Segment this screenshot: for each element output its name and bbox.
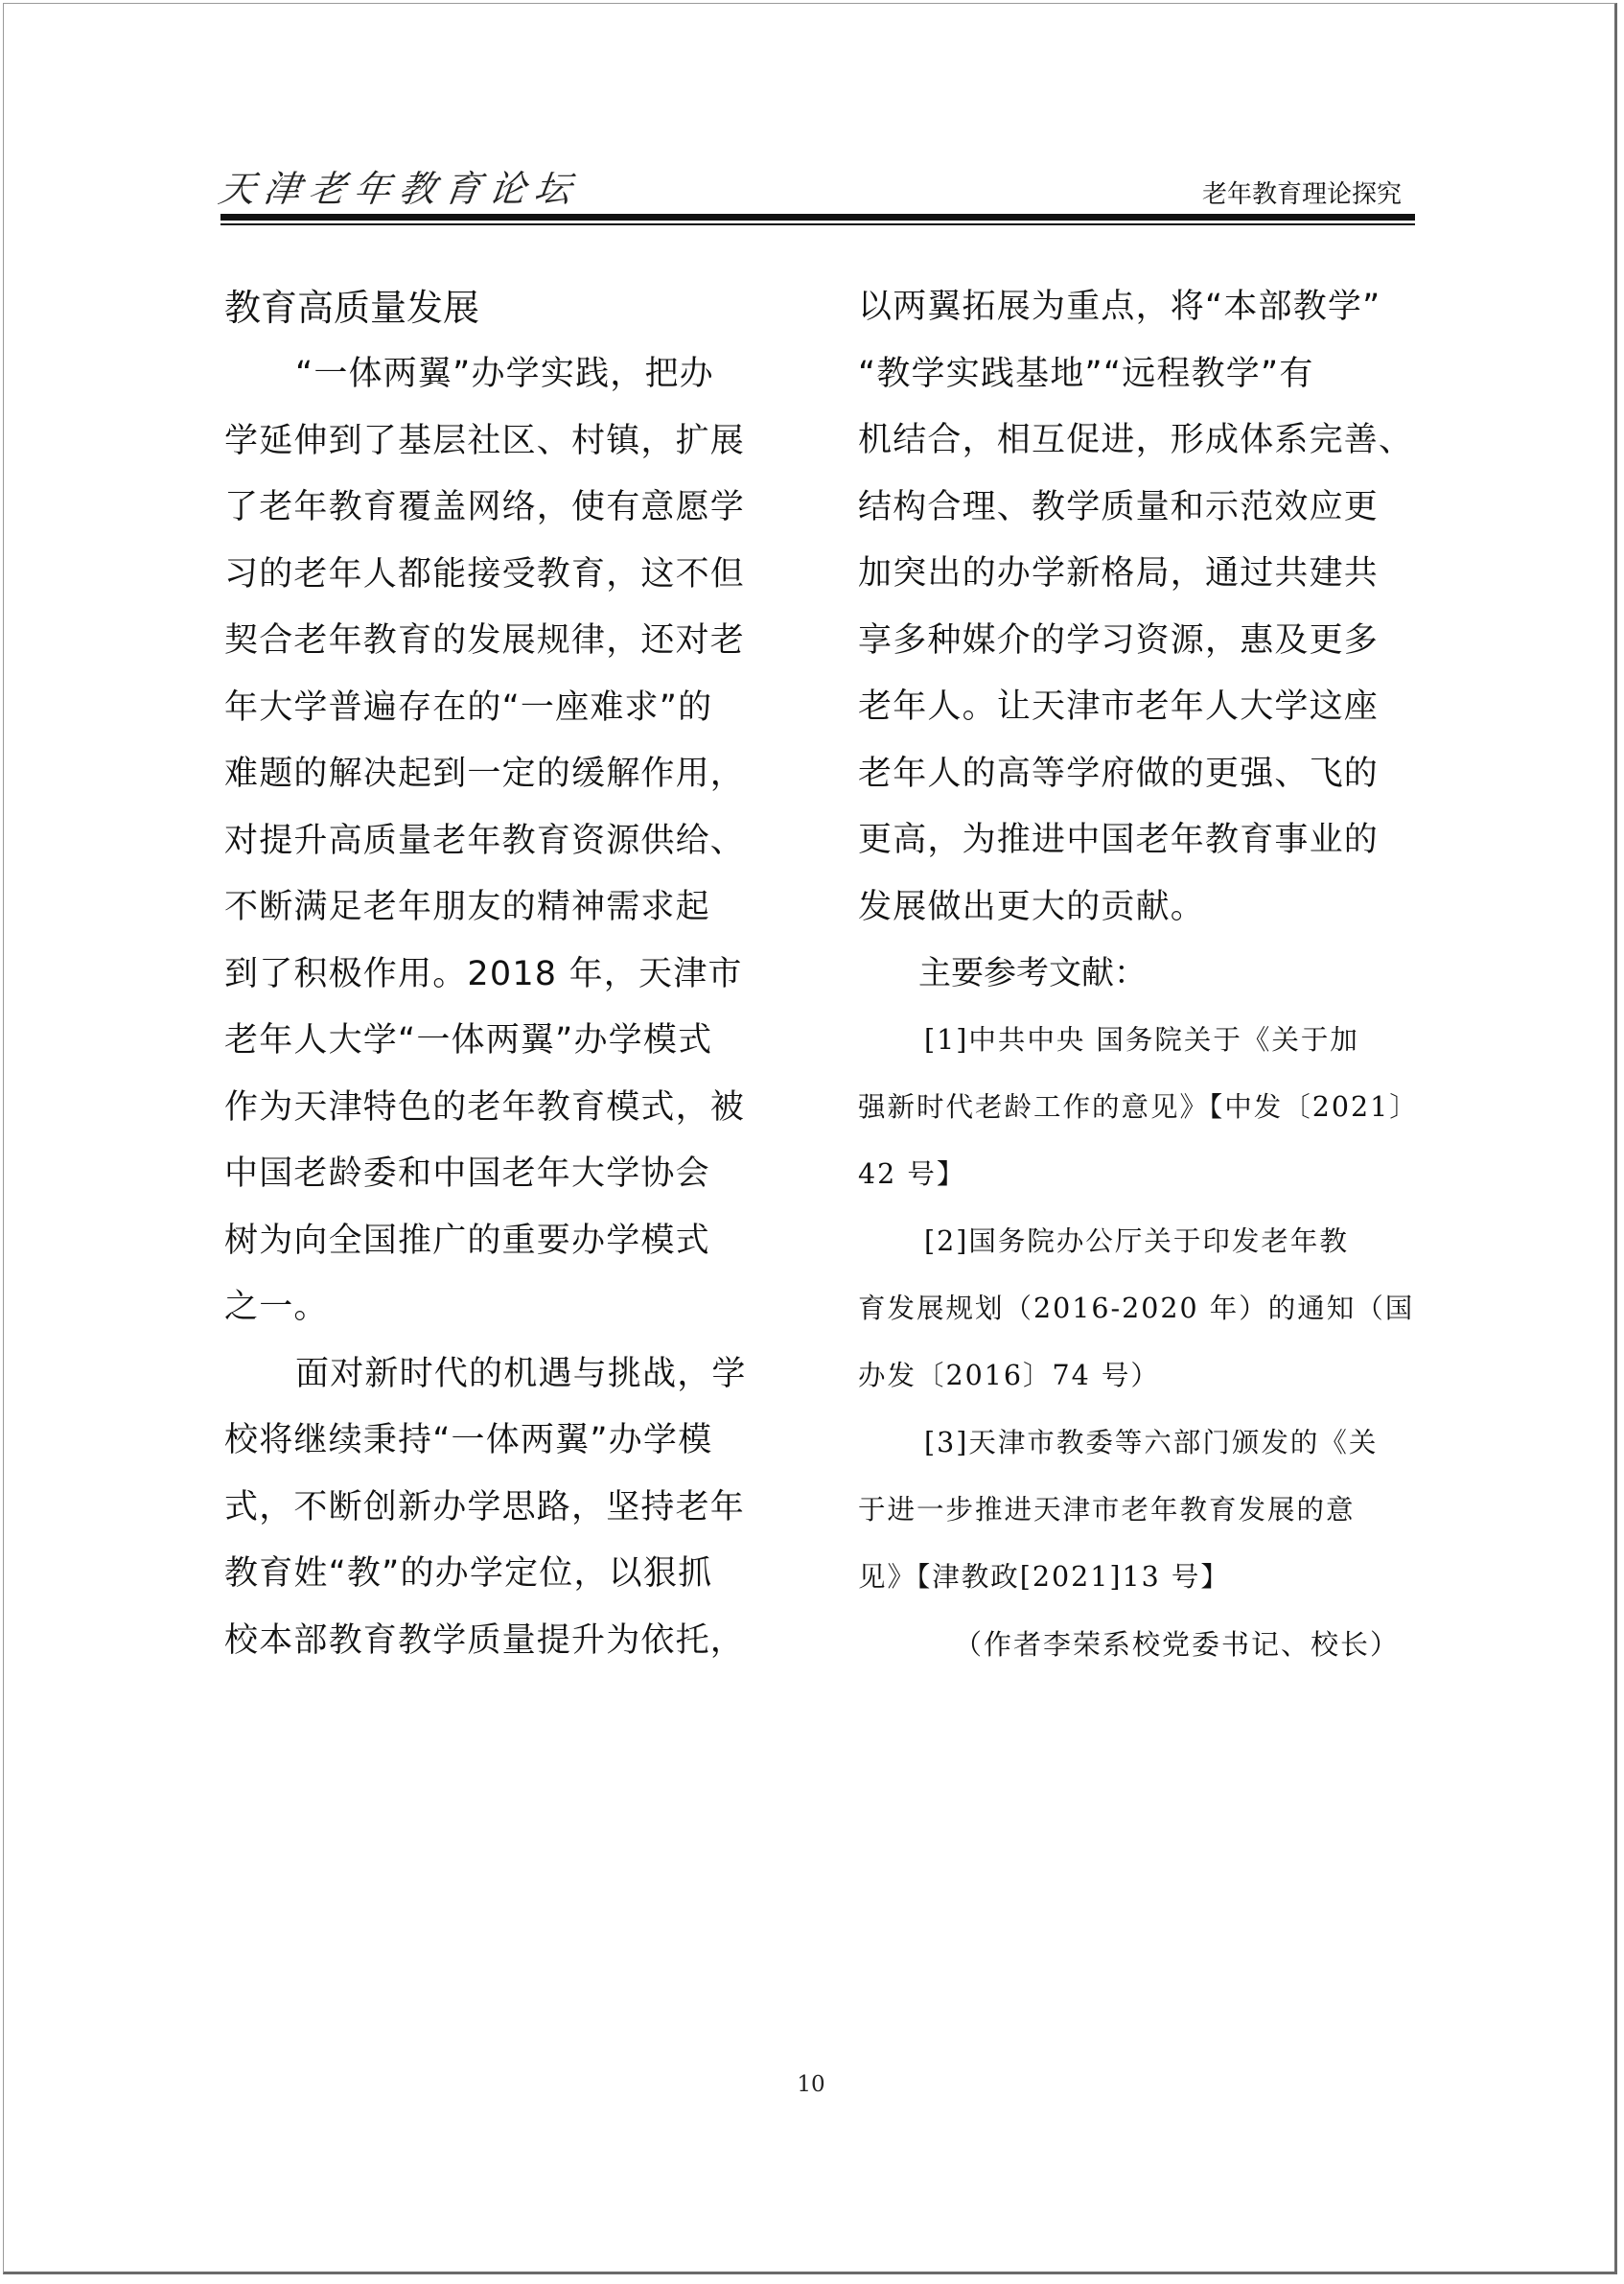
paragraph-one bbox=[224, 341, 776, 1341]
text-line: 不断满足老年朋友的精神需求起 bbox=[224, 888, 710, 926]
text-line: “教学实践基地”“远程教学”有 bbox=[858, 354, 1314, 393]
text-line: 老年人。让天津市老年人大学这座 bbox=[858, 688, 1380, 726]
reference-line: 办发〔2016〕74 号） bbox=[858, 1360, 1160, 1391]
reference-line: 育发展规划（2016-2020 年）的通知（国 bbox=[858, 1293, 1415, 1324]
paragraph-two bbox=[224, 1341, 776, 1675]
reference-line: 于进一步推进天津市老年教育发展的意 bbox=[858, 1494, 1356, 1526]
text-line: 机结合，相互促进，形成体系完善、 bbox=[858, 421, 1414, 459]
header-rule-thin bbox=[220, 223, 1415, 225]
text-line: 校本部教育教学质量提升为依托， bbox=[224, 1620, 746, 1660]
text-line: 了老年教育覆盖网络，使有意愿学 bbox=[224, 488, 746, 526]
reference-item bbox=[858, 1410, 1409, 1611]
text-line: 契合老年教育的发展规律，还对老 bbox=[224, 621, 746, 660]
reference-list bbox=[858, 1007, 1419, 1611]
reference-line: [2]国务院办公厅关于印发老年教 bbox=[924, 1225, 1349, 1257]
text-line: 发展做出更大的贡献。 bbox=[858, 887, 1206, 926]
text-line: 年大学普遍存在的“一座难求”的 bbox=[224, 688, 713, 727]
header-rule bbox=[220, 214, 1415, 221]
text-line: 习的老年人都能接受教育，这不但 bbox=[224, 554, 746, 594]
reference-line: 42 号】 bbox=[858, 1158, 966, 1190]
reference-line: 见》【津教政[2021]13 号】 bbox=[858, 1561, 1230, 1593]
reference-item bbox=[858, 1208, 1415, 1410]
references-heading: 主要参考文献： bbox=[918, 954, 1147, 992]
right-column bbox=[858, 274, 1419, 1678]
document-page bbox=[3, 3, 1617, 2274]
page-number: 10 bbox=[797, 2072, 825, 2097]
text-line: 作为天津特色的老年教育模式，被 bbox=[224, 1087, 746, 1127]
reference-item bbox=[858, 1007, 1419, 1208]
text-line: 以两翼拓展为重点，将“本部教学” bbox=[858, 288, 1381, 326]
text-line: 学延伸到了基层社区、村镇，扩展 bbox=[224, 421, 746, 460]
reference-line: 强新时代老龄工作的意见》【中发〔2021〕 bbox=[858, 1091, 1419, 1123]
author-note: （作者李荣系校党委书记、校长） bbox=[953, 1628, 1400, 1661]
text-line: 对提升高质量老年教育资源供给、 bbox=[224, 821, 746, 860]
text-line: 式，不断创新办学思路，坚持老年 bbox=[224, 1487, 746, 1527]
section-heading: 教育高质量发展 bbox=[224, 287, 480, 329]
section-title: 老年教育理论探究 bbox=[1201, 180, 1402, 209]
text-line: 教育姓“教”的办学定位，以狠抓 bbox=[224, 1554, 713, 1593]
journal-logo: 天津老年教育论坛 bbox=[216, 168, 583, 210]
text-line: 老年人的高等学府做的更强、飞的 bbox=[858, 754, 1380, 793]
text-line: 享多种媒介的学习资源，惠及更多 bbox=[858, 620, 1380, 660]
text-line: 结构合理、教学质量和示范效应更 bbox=[858, 487, 1380, 526]
text-line: 面对新时代的机遇与挑战，学 bbox=[295, 1354, 747, 1393]
text-line: 树为向全国推广的重要办学模式 bbox=[224, 1221, 710, 1260]
text-line: 到了积极作用。2018 年，天津市 bbox=[224, 954, 743, 993]
text-line: 老年人大学“一体两翼”办学模式 bbox=[224, 1021, 713, 1060]
reference-line: [1]中共中央 国务院关于《关于加 bbox=[924, 1024, 1359, 1056]
text-line: 之一。 bbox=[224, 1288, 329, 1326]
text-line: 加突出的办学新格局，通过共建共 bbox=[858, 554, 1380, 593]
reference-line: [3]天津市教委等六部门颁发的《关 bbox=[924, 1427, 1379, 1458]
paragraph-continued bbox=[858, 274, 1414, 941]
text-line: “一体两翼”办学实践，把办 bbox=[295, 355, 714, 393]
left-column bbox=[224, 274, 776, 1674]
text-line: 更高，为推进中国老年教育事业的 bbox=[858, 821, 1380, 859]
text-line: 校将继续秉持“一体两翼”办学模 bbox=[224, 1421, 713, 1459]
text-line: 难题的解决起到一定的缓解作用， bbox=[224, 755, 746, 793]
text-line: 中国老龄委和中国老年大学协会 bbox=[224, 1154, 710, 1193]
